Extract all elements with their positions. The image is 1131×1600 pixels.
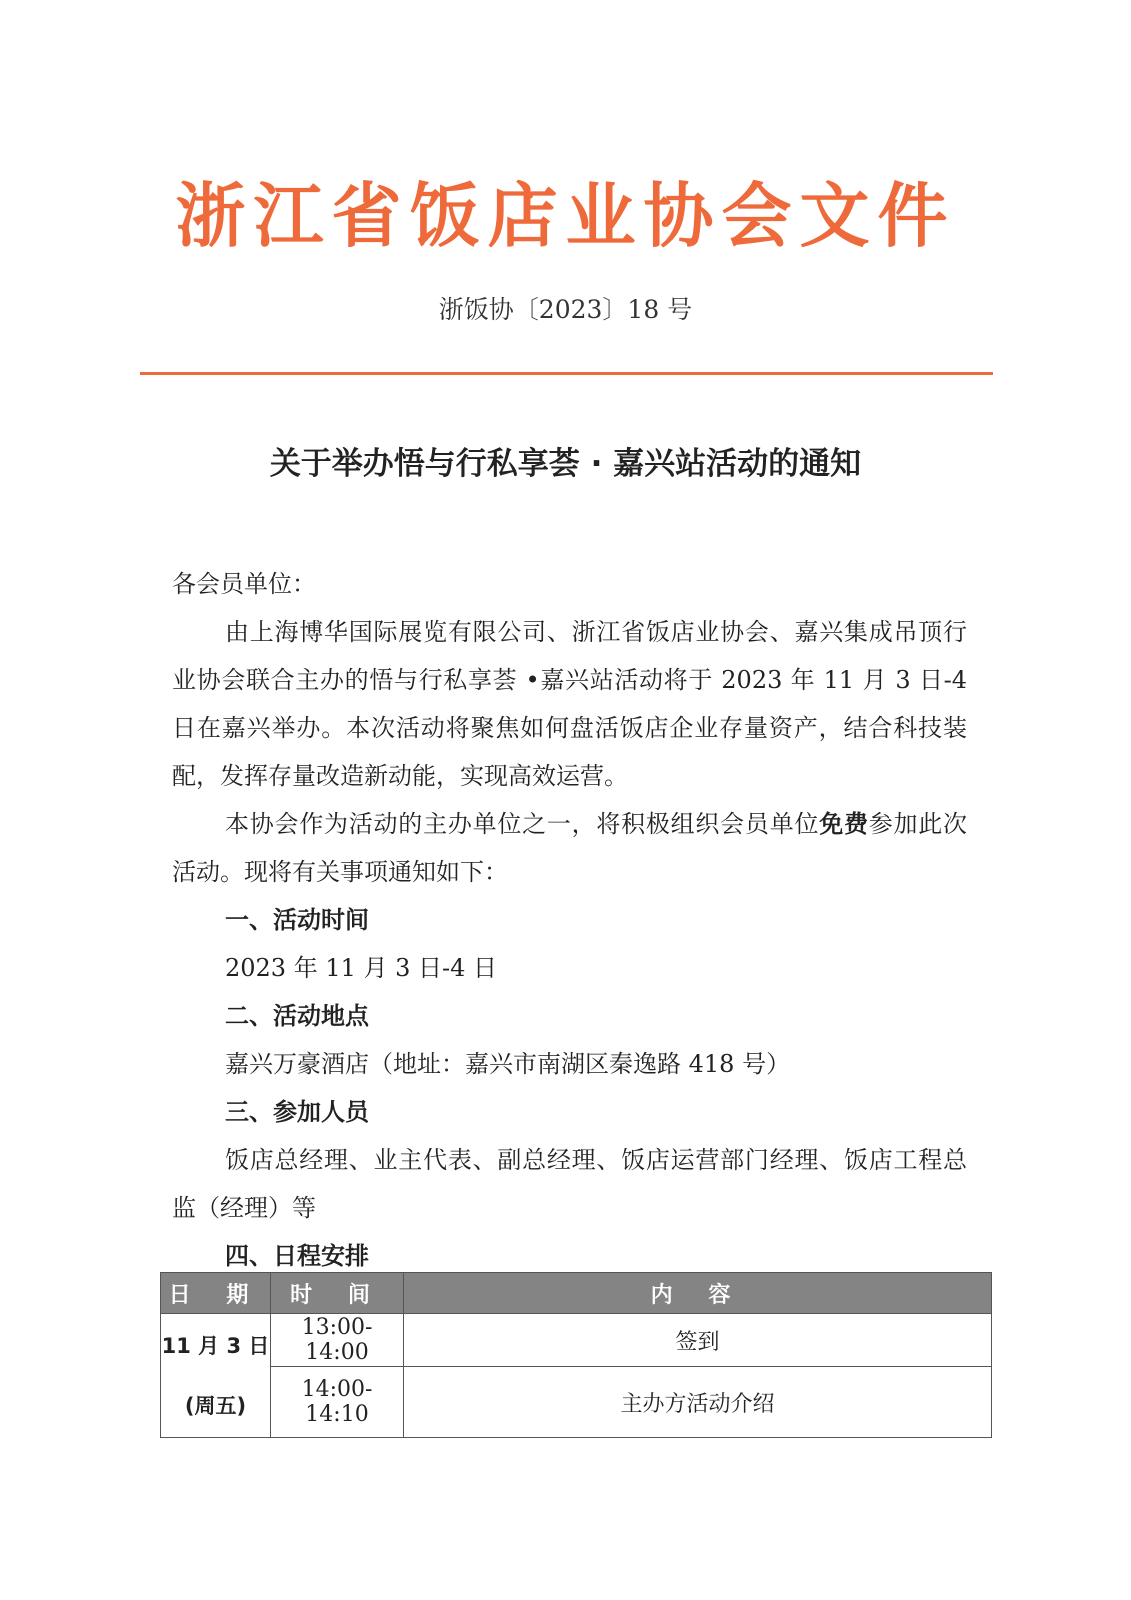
table-row	[161, 1314, 992, 1367]
date-weekday: (周五)	[184, 1393, 247, 1418]
header-content: 内 容	[404, 1273, 992, 1314]
section-time-text: 2023 年 11 月 3 日-4 日	[225, 954, 498, 982]
doc-number: 浙饭协〔2023〕18 号	[438, 295, 693, 324]
schedule-time: 13:00-14:00	[271, 1314, 404, 1367]
organizer-text-before: 本协会作为活动的主办单位之一，将积极组织会员单位	[225, 810, 820, 838]
schedule-table	[160, 1272, 992, 1438]
notice-title: 关于举办悟与行私享荟 · 嘉兴站活动的通知	[269, 446, 862, 482]
free-emphasis: 免费	[819, 810, 869, 838]
table-row	[161, 1367, 992, 1438]
section-place-heading: 二、活动地点	[225, 1002, 369, 1030]
section-place-text: 嘉兴万豪酒店（地址：嘉兴市南湖区秦逸路 418 号）	[225, 1050, 791, 1078]
header-time: 时 间	[271, 1273, 404, 1314]
header-date: 日 期	[161, 1273, 271, 1314]
schedule-content: 签到	[404, 1314, 992, 1367]
section-time-heading: 一、活动时间	[225, 906, 369, 934]
intro-paragraph: 由上海博华国际展览有限公司、浙江省饭店业协会、嘉兴集成吊顶行业协会联合主办的悟与行私享荟 •嘉兴站活动将于 2023 年 11 月 3 日-4 日在嘉兴举办。本次活动将聚焦如何盘活饭店企业存量资产，结合科技装配，发挥存量改造新动能，实现高效运营。	[172, 618, 967, 790]
organizer-paragraph	[172, 800, 967, 896]
section-people-text: 饭店总经理、业主代表、副总经理、饭店运营部门经理、饭店工程总监（经理）等	[172, 1146, 967, 1222]
section-people-heading: 三、参加人员	[225, 1098, 369, 1126]
schedule-content: 主办方活动介绍	[404, 1367, 992, 1438]
org-title: 浙江省饭店业协会文件	[175, 175, 956, 257]
section-schedule-heading: 四、日程安排	[225, 1242, 369, 1270]
header-divider	[140, 372, 993, 375]
salutation: 各会员单位：	[172, 570, 316, 598]
schedule-header-row	[161, 1273, 992, 1314]
organizer-text-after: 参加此次活动。现将有关事项通知如下：	[172, 810, 968, 886]
schedule-time: 14:00-14:10	[271, 1367, 404, 1438]
schedule-date-cell	[161, 1314, 271, 1438]
date-day: 11 月 3 日	[161, 1333, 270, 1358]
notice-body	[172, 560, 967, 1280]
